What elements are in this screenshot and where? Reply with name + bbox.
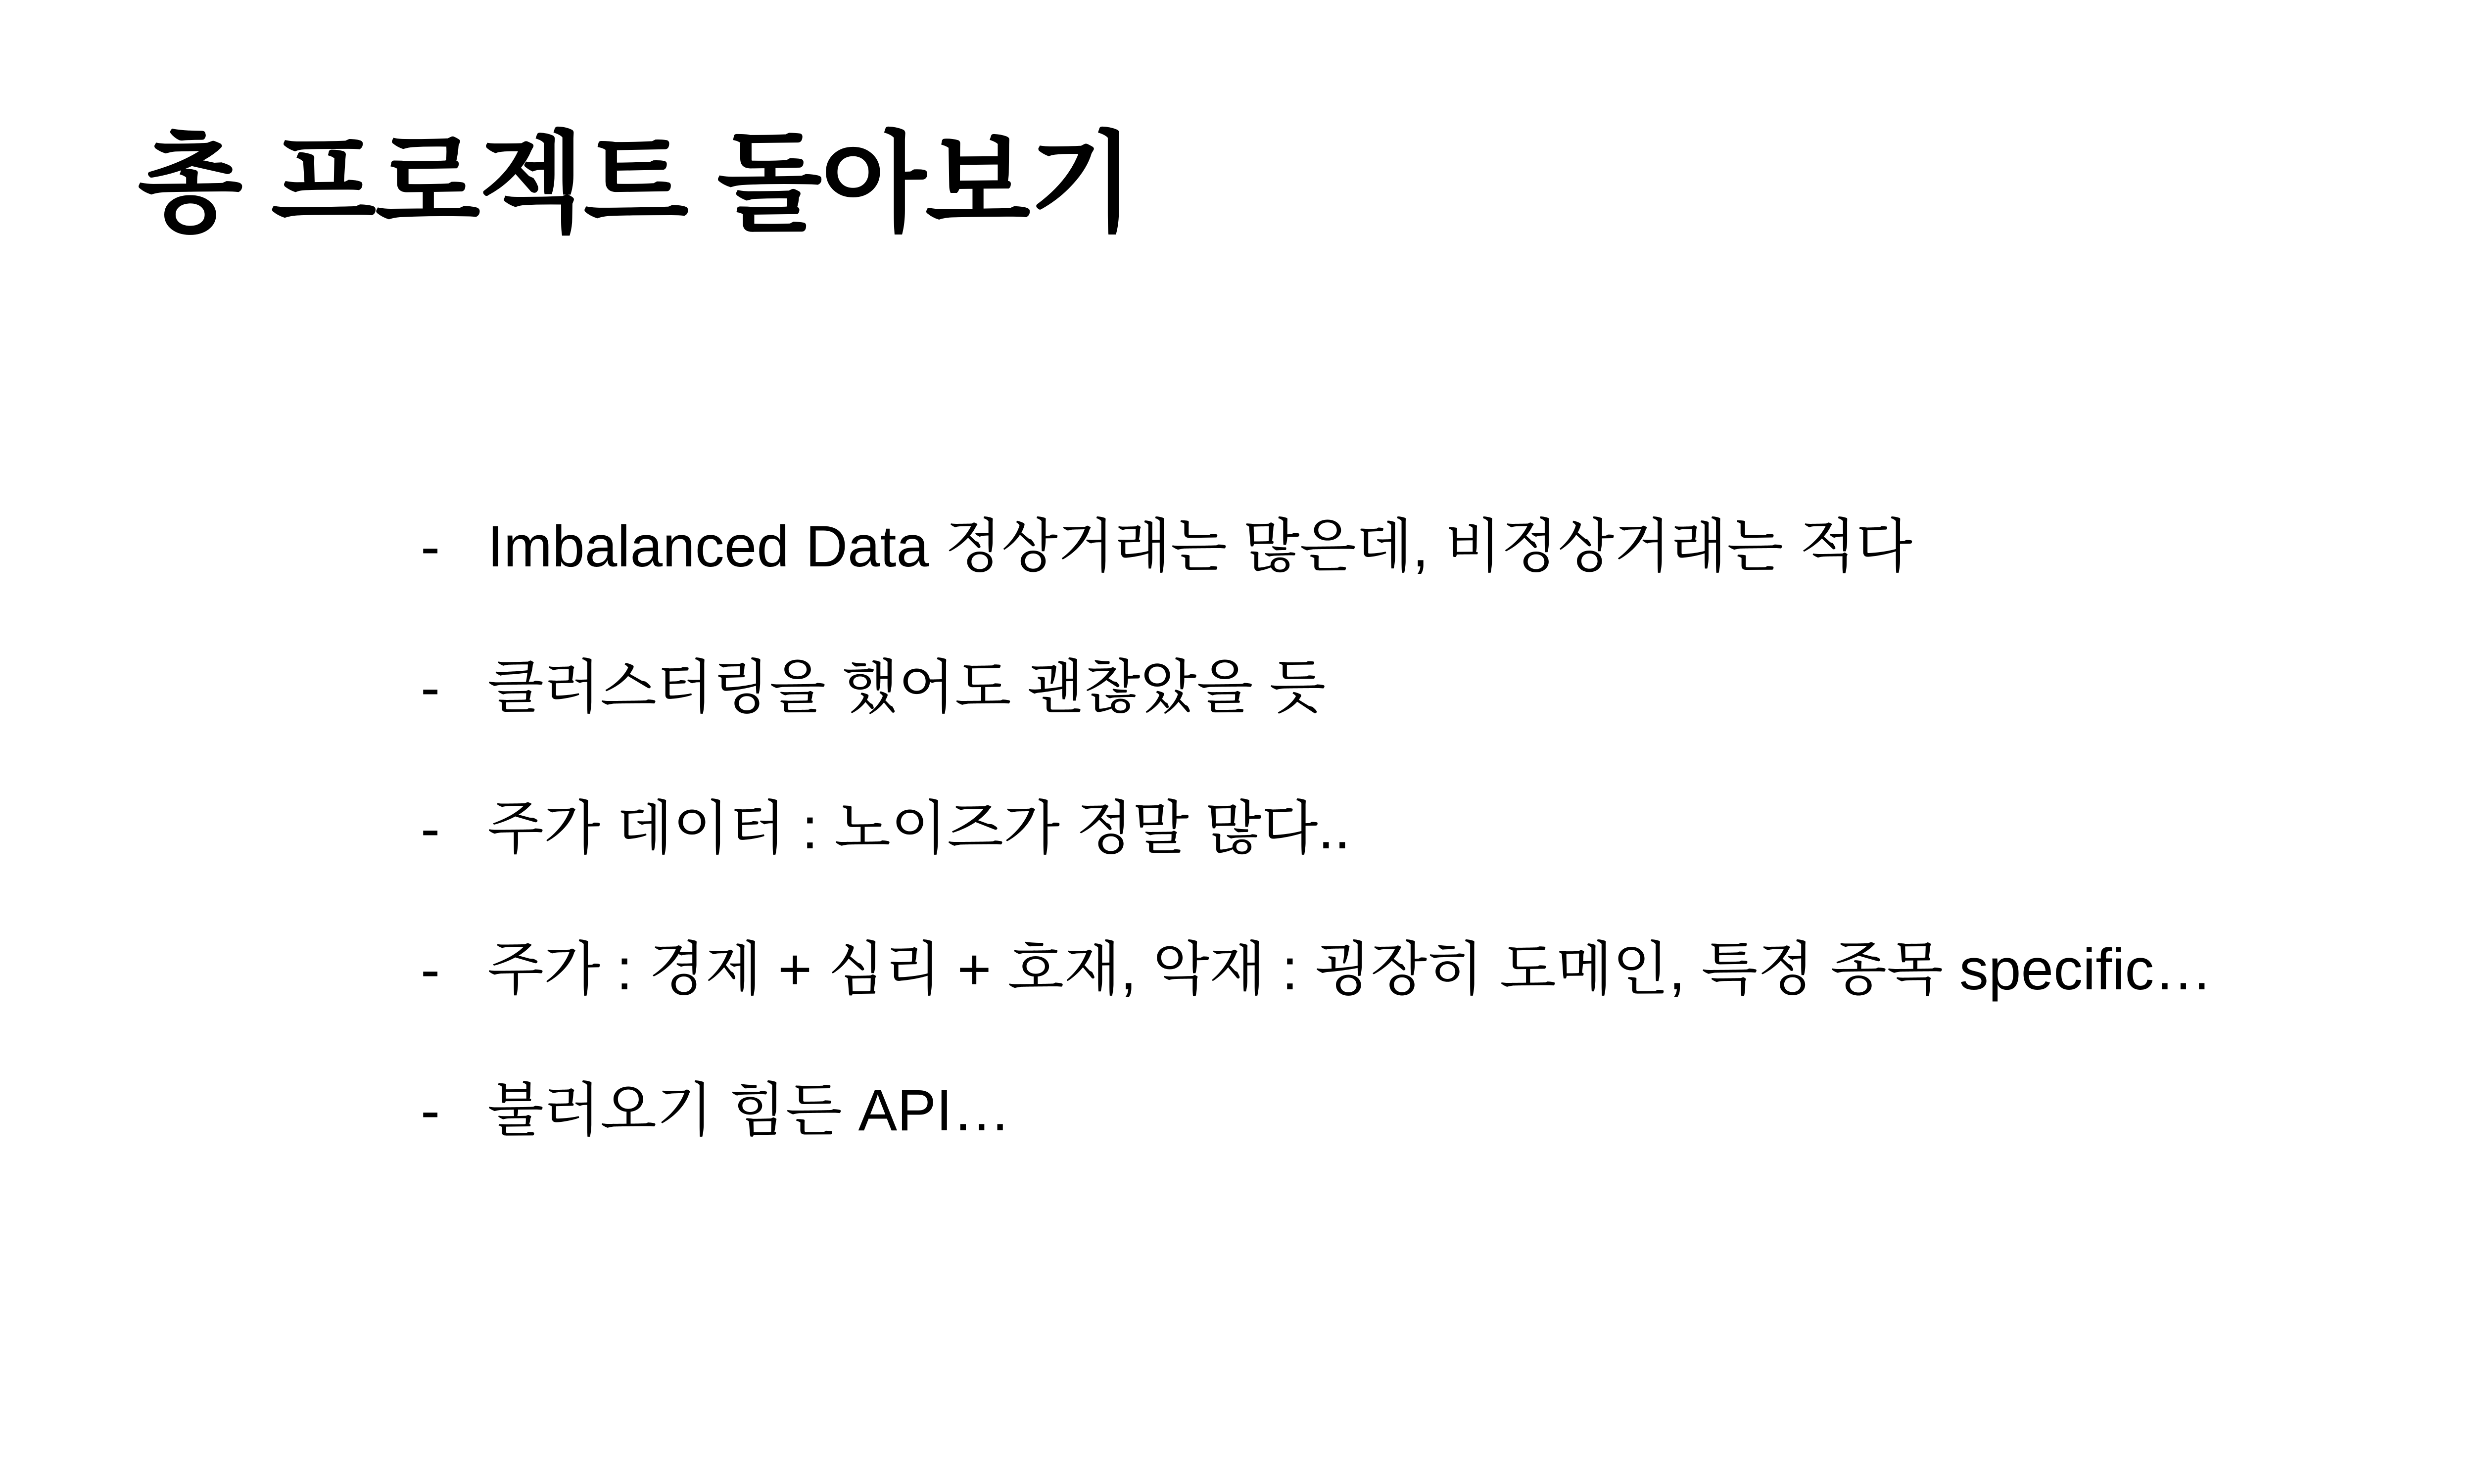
bullet-dash: - <box>421 514 440 579</box>
bullet-item <box>421 932 2212 1073</box>
slide-title: 총 프로젝트 돌아보기 <box>138 123 1134 244</box>
bullet-text: 주가 : 경제 + 심리 + 호재, 악재 : 굉장히 도메인, 특정 종목 specific… <box>487 937 2213 1002</box>
bullet-dash: - <box>421 796 440 861</box>
bullet-text: 주가 데이터 : 노이즈가 정말 많다.. <box>487 796 1351 861</box>
bullet-dash: - <box>421 1078 440 1143</box>
bullet-item <box>421 791 2212 932</box>
bullet-dash: - <box>421 937 440 1002</box>
bullet-item <box>421 510 2212 650</box>
bullet-text: 클러스터링을 했어도 괜찮았을 듯 <box>487 655 1326 720</box>
bullet-item <box>421 650 2212 791</box>
bullet-item <box>421 1073 2212 1214</box>
bullet-list <box>421 510 2212 1214</box>
bullet-dash: - <box>421 655 440 720</box>
bullet-text: 불러오기 힘든 API… <box>487 1078 1011 1143</box>
bullet-text: Imbalanced Data 정상거래는 많은데, 비정상거래는 적다 <box>487 514 1912 579</box>
